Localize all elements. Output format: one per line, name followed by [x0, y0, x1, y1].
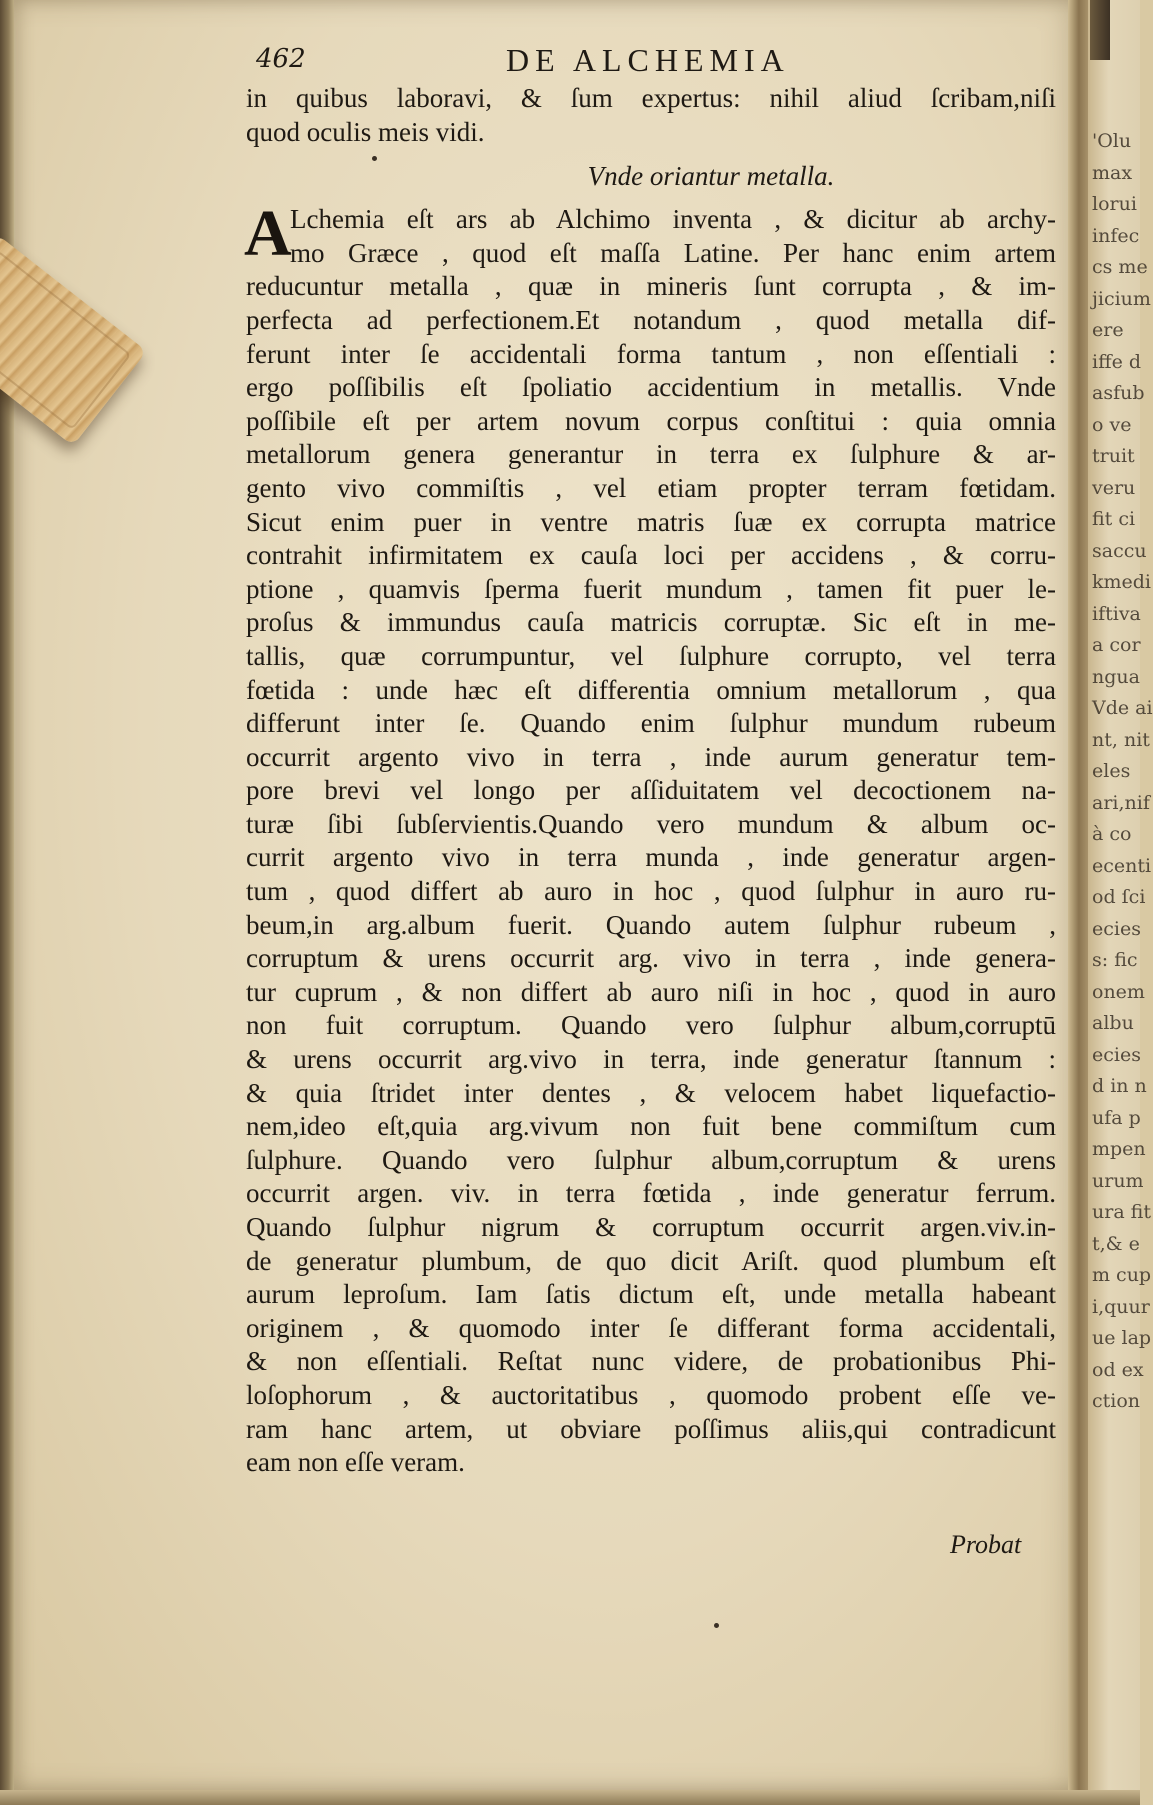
text-line: non fuit corruptum. Quando vero ſulphur album,corruptū — [246, 1010, 1056, 1041]
facing-page-fragment: ecies — [1092, 917, 1141, 940]
facing-page-fragment: cs me — [1092, 256, 1148, 278]
facing-page-fragment: veru — [1092, 476, 1136, 499]
facing-page-edge — [1088, 0, 1153, 1805]
facing-page-fragment: nt, nit — [1092, 728, 1150, 751]
facing-page-fragment: truit — [1092, 445, 1135, 467]
facing-page-fragment: od ex — [1092, 1358, 1144, 1381]
facing-page-fragment: t,& e — [1092, 1232, 1140, 1255]
text-line: metallorum genera generantur in terra ex ſulphure & ar- — [246, 439, 1056, 470]
facing-page-fragment: od ſci — [1092, 886, 1146, 908]
facing-page-fragment: urum — [1092, 1169, 1144, 1192]
facing-page-fragment: iftiva — [1092, 602, 1141, 625]
facing-page-fragment: albu — [1092, 1012, 1134, 1034]
text-line: tum , quod differt ab auro in hoc , quod ſulphur in auro ru- — [246, 876, 1056, 907]
text-line: tallis, quæ corrumpuntur, vel ſulphure corrupto, vel terra — [246, 640, 1056, 671]
facing-page-fragment: lorui — [1092, 193, 1137, 215]
facing-page-fragment: eles — [1092, 760, 1131, 782]
text-line: nem,ideo eſt,quia arg.vivum non fuit bene commiſtum cum — [246, 1111, 1056, 1142]
catchword: Probat — [950, 1530, 1022, 1559]
facing-page-fragment: infec — [1092, 224, 1140, 247]
facing-page-fragment: ura fit — [1092, 1201, 1151, 1223]
text-line: ergo poſſibilis eſt ſpoliatio accidentium in metallis. Vnde — [246, 372, 1056, 403]
facing-page-fragment: à co — [1092, 823, 1132, 845]
page-corner-shadow — [1090, 0, 1110, 60]
facing-page-fragment: i,quur — [1092, 1295, 1150, 1318]
text-line: aurum leproſum. Iam ſatis dictum eſt, unde metalla habeant — [246, 1279, 1056, 1310]
text-line: proſus & immundus cauſa matricis corruptæ. Sic eſt in me- — [246, 607, 1056, 638]
facing-page-fragment: d in n — [1092, 1075, 1147, 1097]
text-line: turæ ſibi ſubſervientis.Quando vero mundum & album oc- — [246, 808, 1056, 839]
facing-page-fragment: m cup — [1092, 1264, 1152, 1286]
page-text — [246, 82, 1056, 1480]
text-line: currit argento vivo in terra munda , inde generatur argen- — [246, 842, 1056, 873]
facing-page-fragment: ction — [1092, 1390, 1141, 1412]
running-title: DE ALCHEMIA — [506, 42, 790, 78]
text-line: Lchemia eſt ars ab Alchimo inventa , & dicitur ab archy- — [290, 204, 1056, 235]
text-line: beum,in arg.album fuerit. Quando autem ſulphur rubeum , — [246, 909, 1056, 940]
text-line: poſſibile eſt per artem novum corpus conſtitui : quia omnia — [246, 405, 1056, 436]
facing-page-fragment: s: fic — [1092, 949, 1138, 971]
facing-page-fragment: max — [1092, 161, 1133, 184]
running-header — [256, 42, 816, 82]
text-line: in quibus laboravi, & ſum expertus: nihil aliud ſcribam,niſi — [246, 83, 1056, 113]
facing-page-fragment: 'Olu — [1092, 130, 1132, 152]
drop-cap: A — [244, 197, 292, 271]
paper-speck — [714, 1623, 719, 1628]
facing-page-fragment: Vde ai — [1092, 697, 1153, 719]
text-line: originem , & quomodo inter ſe differant forma accidentali, — [246, 1312, 1056, 1343]
facing-page-fragment: iffe d — [1092, 350, 1142, 373]
text-line: eam non eſſe veram. — [246, 1447, 465, 1478]
text-line: pore brevi vel longo per aſſiduitatem vel decoctionem na- — [246, 775, 1056, 806]
facing-page-fragment: ngua — [1092, 665, 1140, 688]
text-line: corruptum & urens occurrit arg. vivo in terra , inde genera- — [246, 943, 1056, 974]
text-line: fœtida : unde hæc eſt differentia omnium metallorum , qua — [246, 674, 1056, 705]
section-heading: Vnde oriantur metalla. — [587, 161, 835, 192]
text-line: gento vivo commiſtis , vel etiam propter terram fœtidam. — [246, 472, 1056, 503]
facing-page-fragment: onem — [1092, 980, 1145, 1003]
text-line: occurrit argen. viv. in terra fœtida , inde generatur ferrum. — [246, 1178, 1056, 1209]
text-line: & non eſſentiali. Reſtat nunc videre, de probationibus Phi- — [246, 1346, 1056, 1377]
paper-speck — [372, 156, 377, 161]
page-bottom-edge — [0, 1790, 1140, 1805]
facing-page-fragment: ecenti — [1092, 854, 1152, 877]
text-line: tur cuprum , & non differt ab auro niſi in hoc , quod in auro — [246, 976, 1056, 1007]
text-line: reducuntur metalla , quæ in mineris ſunt corrupta , & im- — [246, 271, 1056, 302]
facing-page-fragment: asfub — [1092, 382, 1145, 404]
facing-page-fragment: fit ci — [1092, 508, 1136, 530]
text-line: ram hanc artem, ut obviare poſſimus aliis,qui contradicunt — [246, 1413, 1056, 1444]
text-line: differunt inter ſe. Quando enim ſulphur mundum rubeum — [246, 708, 1056, 739]
facing-page-fragment: kmedi — [1092, 571, 1152, 593]
page-number: 462 — [256, 44, 306, 74]
text-line: loſophorum , & auctoritatibus , quomodo probent eſſe ve- — [246, 1379, 1056, 1410]
text-line: & quia ſtridet inter dentes , & velocem habet liquefactio- — [246, 1077, 1056, 1108]
text-line: Quando ſulphur nigrum & corruptum occurrit argen.viv.in- — [246, 1212, 1056, 1242]
text-line: ptione , quamvis ſperma fuerit mundum , tamen fit puer le- — [246, 573, 1056, 604]
facing-page-fragment: ue lap — [1092, 1327, 1152, 1349]
text-line: de generatur plumbum, de quo dicit Ariſt. quod plumbum eſt — [246, 1245, 1056, 1276]
facing-page-fragment: jicium — [1092, 287, 1151, 310]
text-line: quod oculis meis vidi. — [246, 116, 485, 147]
paragraph-opening — [244, 197, 1056, 271]
facing-page-fragment: o ve — [1092, 413, 1132, 436]
text-line: occurrit argento vivo in terra , inde aurum generatur tem- — [246, 741, 1056, 772]
facing-page-fragment: ecies — [1092, 1043, 1141, 1066]
facing-page-fragment: ere — [1092, 319, 1124, 341]
text-line: mo Græce , quod eſt maſſa Latine. Per hanc enim artem — [290, 237, 1056, 268]
text-line: Sicut enim puer in ventre matris ſuæ ex corrupta matrice — [246, 506, 1056, 537]
text-line: & urens occurrit arg.vivo in terra, inde generatur ſtannum : — [246, 1044, 1056, 1075]
text-line: contrahit infirmitatem ex cauſa loci per accidens , & corru- — [246, 540, 1056, 571]
facing-page-fragment: ari,nif — [1092, 791, 1150, 814]
facing-page-fragment: mpen — [1092, 1138, 1146, 1160]
facing-page-fragment: saccu — [1092, 539, 1147, 562]
facing-page-fragment: a cor — [1092, 634, 1141, 656]
text-line: perfecta ad perfectionem.Et notandum , quod metalla dif- — [246, 304, 1056, 335]
paragraph-body — [246, 270, 1056, 1479]
facing-page-fragment: ufa p — [1092, 1106, 1141, 1129]
text-line: ſulphure. Quando vero ſulphur album,corruptum & urens — [246, 1144, 1056, 1175]
text-line: ferunt inter ſe accidentali forma tantum , non eſſentiali : — [246, 338, 1056, 369]
